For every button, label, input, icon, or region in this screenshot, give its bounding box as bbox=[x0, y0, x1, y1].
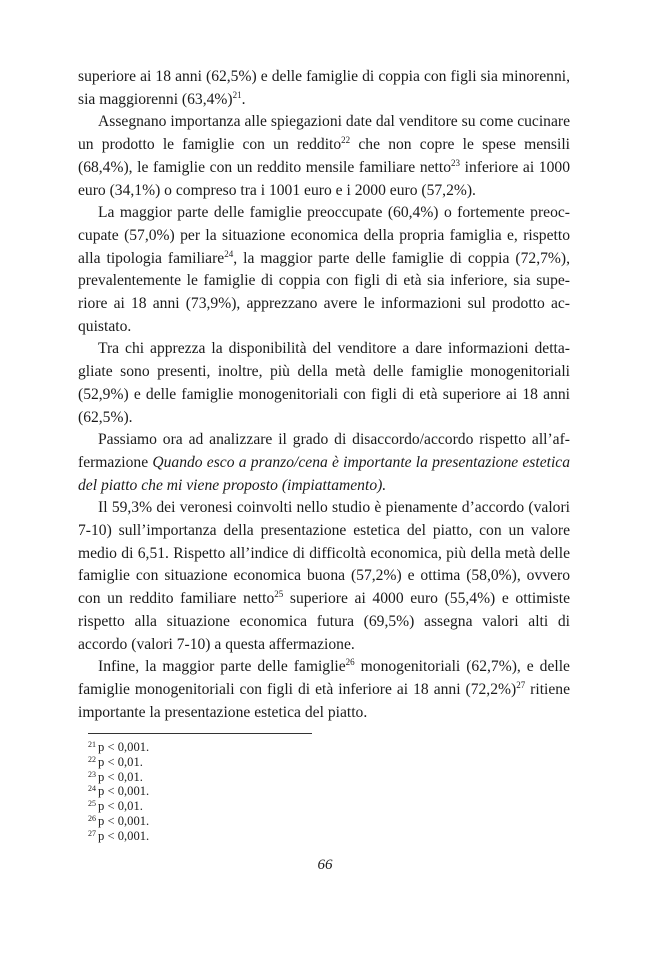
text-run: Passiamo ora ad analizzare il grado di disaccordo/accordo rispetto all’affermazione bbox=[78, 431, 570, 471]
footnote-ref: 25 bbox=[274, 589, 284, 600]
footnote bbox=[88, 814, 149, 829]
footnote bbox=[88, 755, 149, 770]
footnote bbox=[88, 799, 149, 814]
footnote-ref: 23 bbox=[451, 157, 460, 168]
footnote-ref: 27 bbox=[516, 679, 526, 690]
footnote bbox=[88, 770, 149, 785]
page-number: 66 bbox=[317, 857, 333, 873]
text-run: ritiene importante la presentazione estetica del piatto. bbox=[78, 680, 570, 721]
footnote-text: p < 0,01. bbox=[98, 754, 143, 769]
footnote bbox=[88, 784, 149, 799]
text-run: Assegnano importanza alle spiegazioni date dal venditore su come cucinare un prodotto le famiglie con un reddito bbox=[78, 113, 570, 154]
footnote-ref: 24 bbox=[224, 248, 234, 259]
italic-quote: Quando esco a pranzo/cena è importante la presentazione estetica del piatto che mi viene proposto (impiattamento). bbox=[78, 453, 570, 494]
footnote-text: p < 0,001. bbox=[98, 740, 150, 754]
footnote-number: 23 bbox=[88, 769, 96, 779]
footnote-number: 26 bbox=[88, 813, 96, 823]
footnote bbox=[88, 829, 149, 844]
footnote-text: p < 0,01. bbox=[98, 799, 143, 814]
footnote-number: 24 bbox=[88, 784, 96, 794]
footnote-number: 21 bbox=[88, 740, 96, 749]
paragraph bbox=[78, 338, 570, 429]
paragraph bbox=[78, 202, 570, 338]
text-run: superiore ai 4000 euro (55,4%) e ottimiste rispetto alla situazione economica futura (69,5%) assegna valori alti di accordo (valori 7-10) a questa affermazione. bbox=[78, 590, 571, 653]
text-run: La maggior parte delle famiglie preoccupate (60,4%) o fortemente preoccupate (57,0%) per la situazione economica della propria famiglia e, rispetto alla tipologia familiare bbox=[78, 204, 570, 267]
footnote-number: 22 bbox=[88, 754, 96, 764]
text-run: , la maggior parte delle famiglie di coppia (72,7%), prevalentemente le famiglie di coppia con figli di età sia inferiore, sia superiore ai 18 anni (73,9%), apprezzano avere le informazioni sul prodotto acquistato. bbox=[78, 249, 570, 335]
paragraph bbox=[78, 429, 570, 497]
text-run: Tra chi apprezza la disponibilità del venditore a dare informazioni dettagliate sono presenti, inoltre, più della metà delle famiglie monogenitoriali (52,9%) e delle famiglie monogenitoriali con figli di età superiore ai 18 anni (62,5%). bbox=[78, 340, 570, 426]
footnote-text: p < 0,001. bbox=[98, 828, 150, 843]
footnote-number: 25 bbox=[88, 799, 96, 809]
body-text bbox=[78, 66, 570, 724]
footnote-number: 27 bbox=[88, 828, 96, 838]
footnotes bbox=[88, 740, 149, 844]
paragraph bbox=[78, 66, 570, 111]
footnote bbox=[88, 740, 149, 755]
footnote-ref: 26 bbox=[345, 657, 355, 668]
footnote-ref: 21 bbox=[232, 89, 242, 100]
text-run: Il 59,3% dei veronesi coinvolti nello studio è pienamente d’accordo (valori 7-10) sull’importanza della presentazione estetica del piatto, con un valore medio di 6,51. Rispetto all’indice di difficoltà economica, più della metà delle famiglie con situazione economica buona (57,2%) e ottima (58,0%), ovvero con un reddito familiare netto bbox=[78, 499, 570, 608]
footnote-ref: 22 bbox=[341, 135, 351, 146]
footnote-text: p < 0,01. bbox=[98, 769, 143, 784]
text-run: Infine, la maggior parte delle famiglie bbox=[98, 658, 346, 676]
paragraph bbox=[78, 497, 570, 656]
text-run: superiore ai 18 anni (62,5%) e delle famiglie di coppia con figli sia minorenni, sia maggiorenni (63,4%) bbox=[78, 68, 570, 108]
footnote-text: p < 0,001. bbox=[98, 813, 150, 828]
paragraph bbox=[78, 111, 570, 202]
paragraph bbox=[78, 656, 570, 724]
text-run: monogenitoriali (62,7%), e delle famiglie monogenitoriali con figli di età inferiore ai 18 anni (72,2%) bbox=[78, 658, 570, 698]
text-run: inferiore ai 1000 euro (34,1%) o compreso tra i 1001 euro e i 2000 euro (57,2%). bbox=[78, 158, 570, 199]
text-run: . bbox=[241, 90, 246, 108]
text-run: che non copre le spese mensili (68,4%), le famiglie con un reddito mensile familiare netto bbox=[78, 136, 570, 176]
footnote-separator bbox=[88, 733, 312, 734]
footnote-text: p < 0,001. bbox=[98, 784, 150, 799]
